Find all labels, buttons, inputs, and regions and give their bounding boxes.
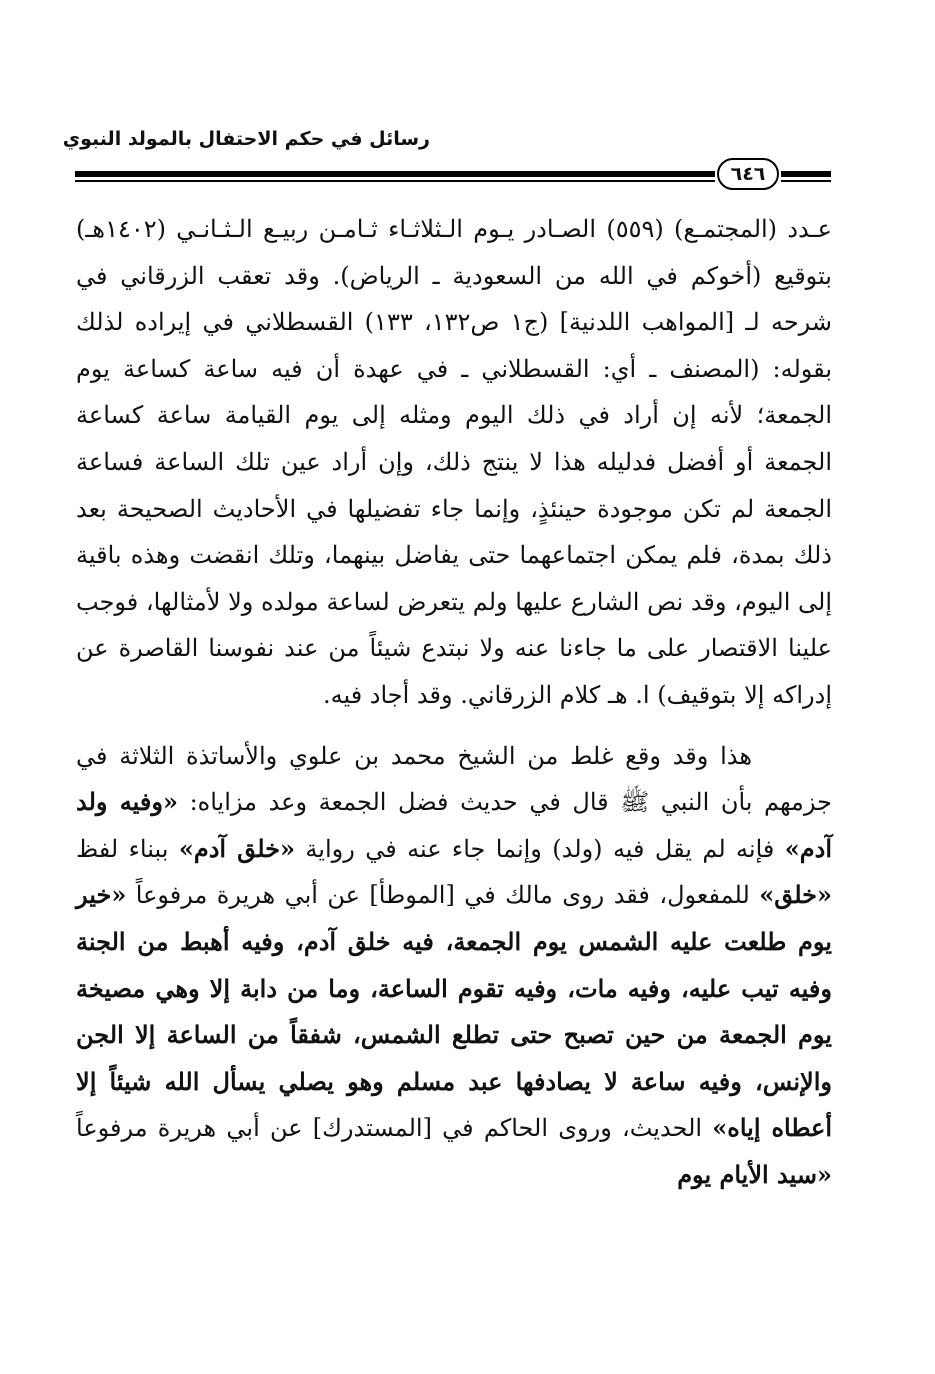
page-body	[76, 206, 832, 1198]
paragraph-2	[76, 733, 832, 1199]
running-header-title: رسائل في حكم الاحتفال بالمولد النبوي	[62, 128, 430, 150]
page-number-badge	[717, 158, 779, 190]
p2-mid-2: ببناء لفظ	[76, 834, 179, 863]
p2-intro: هذا وقد وقع غلط من الشيخ محمد بن علوي والأساتذة الثلاثة في جزمهم بأن النبي ﷺ قال في حديث فضل الجمعة وعد مزاياه:	[76, 741, 832, 817]
p2-quote-wulida-adam: «وفيه ولد آدم»	[76, 787, 832, 863]
p2-quote-sayyid-al-ayyam: «سيد الأيام يوم	[677, 1159, 832, 1189]
p2-mid-1: فإنه لم يقل فيه (ولد) وإنما جاء عنه في رواية	[294, 834, 785, 863]
header-rule-thin-right	[781, 180, 831, 182]
p2-quote-khuliqa-adam: «خلق آدم»	[178, 833, 295, 863]
p2-quote-khuliqa: «خلق»	[759, 880, 832, 910]
page-number: ٦٤٦	[730, 163, 766, 185]
header-rule-thick-right	[781, 171, 831, 177]
paragraph-1: عـدد (المجتمـع) (٥٥٩) الصـادر يـوم الـثلاثـاء ثـامـن ربيـع الـثـانـي (١٤٠٢هـ) بتوقيع (أخوكم في الله من السعودية ـ الرياض). وقد تعقب الزرقاني في شرحه لـ [المواهب اللدنية] (ج١ ص١٣٢، ١٣٣) القسطلاني في إيراده لذلك بقوله: (المصنف ـ أي: القسطلاني ـ في عهدة أن فيه ساعة كساعة يوم الجمعة؛ لأنه إن أراد في ذلك اليوم ومثله إلى يوم القيامة ساعة كساعة الجمعة أو أفضل فدليله هذا لا ينتج ذلك، وإن أراد عين تلك الساعة فساعة الجمعة لم تكن موجودة حينئذٍ، وإنما جاء تفضيلها في الأحاديث الصحيحة بعد ذلك بمدة، فلم يمكن اجتماعهما حتى يفاضل بينهما، وتلك انقضت وهذه باقية إلى اليوم، وقد نص الشارع عليها ولم يتعرض لساعة مولده ولا لأمثالها، فوجب علينا الاقتصار على ما جاءنا عنه ولا نبتدع شيئاً من عند نفوسنا القاصرة عن إدراكه إلا بتوقيف) ا. هـ كلام الزرقاني. وقد أجاد فيه.	[76, 215, 833, 709]
header-rule-thin-left	[75, 180, 715, 182]
p2-mid-3: للمفعول، فقد روى مالك في [الموطأ] عن أبي هريرة مرفوعاً	[126, 881, 760, 910]
p2-hadith-quote: «خير يوم طلعت عليه الشمس يوم الجمعة، فيه خلق آدم، وفيه أهبط من الجنة وفيه تيب عليه، وفيه مات، وفيه تقوم الساعة، وما من دابة إلا وهي مصيخة يوم الجمعة من حين تصبح حتى تطلع الشمس، شفقاً من الساعة إلا الجن والإنس، وفيه ساعة لا يصادفها عبد مسلم وهو يصلي يسأل الله شيئاً إلا أعطاه إياه»	[76, 880, 833, 1143]
header-rule-thick-left	[75, 171, 715, 177]
p2-mid-4: الحديث، وروى الحاكم في [المستدرك] عن أبي هريرة مرفوعاً	[76, 1114, 713, 1143]
